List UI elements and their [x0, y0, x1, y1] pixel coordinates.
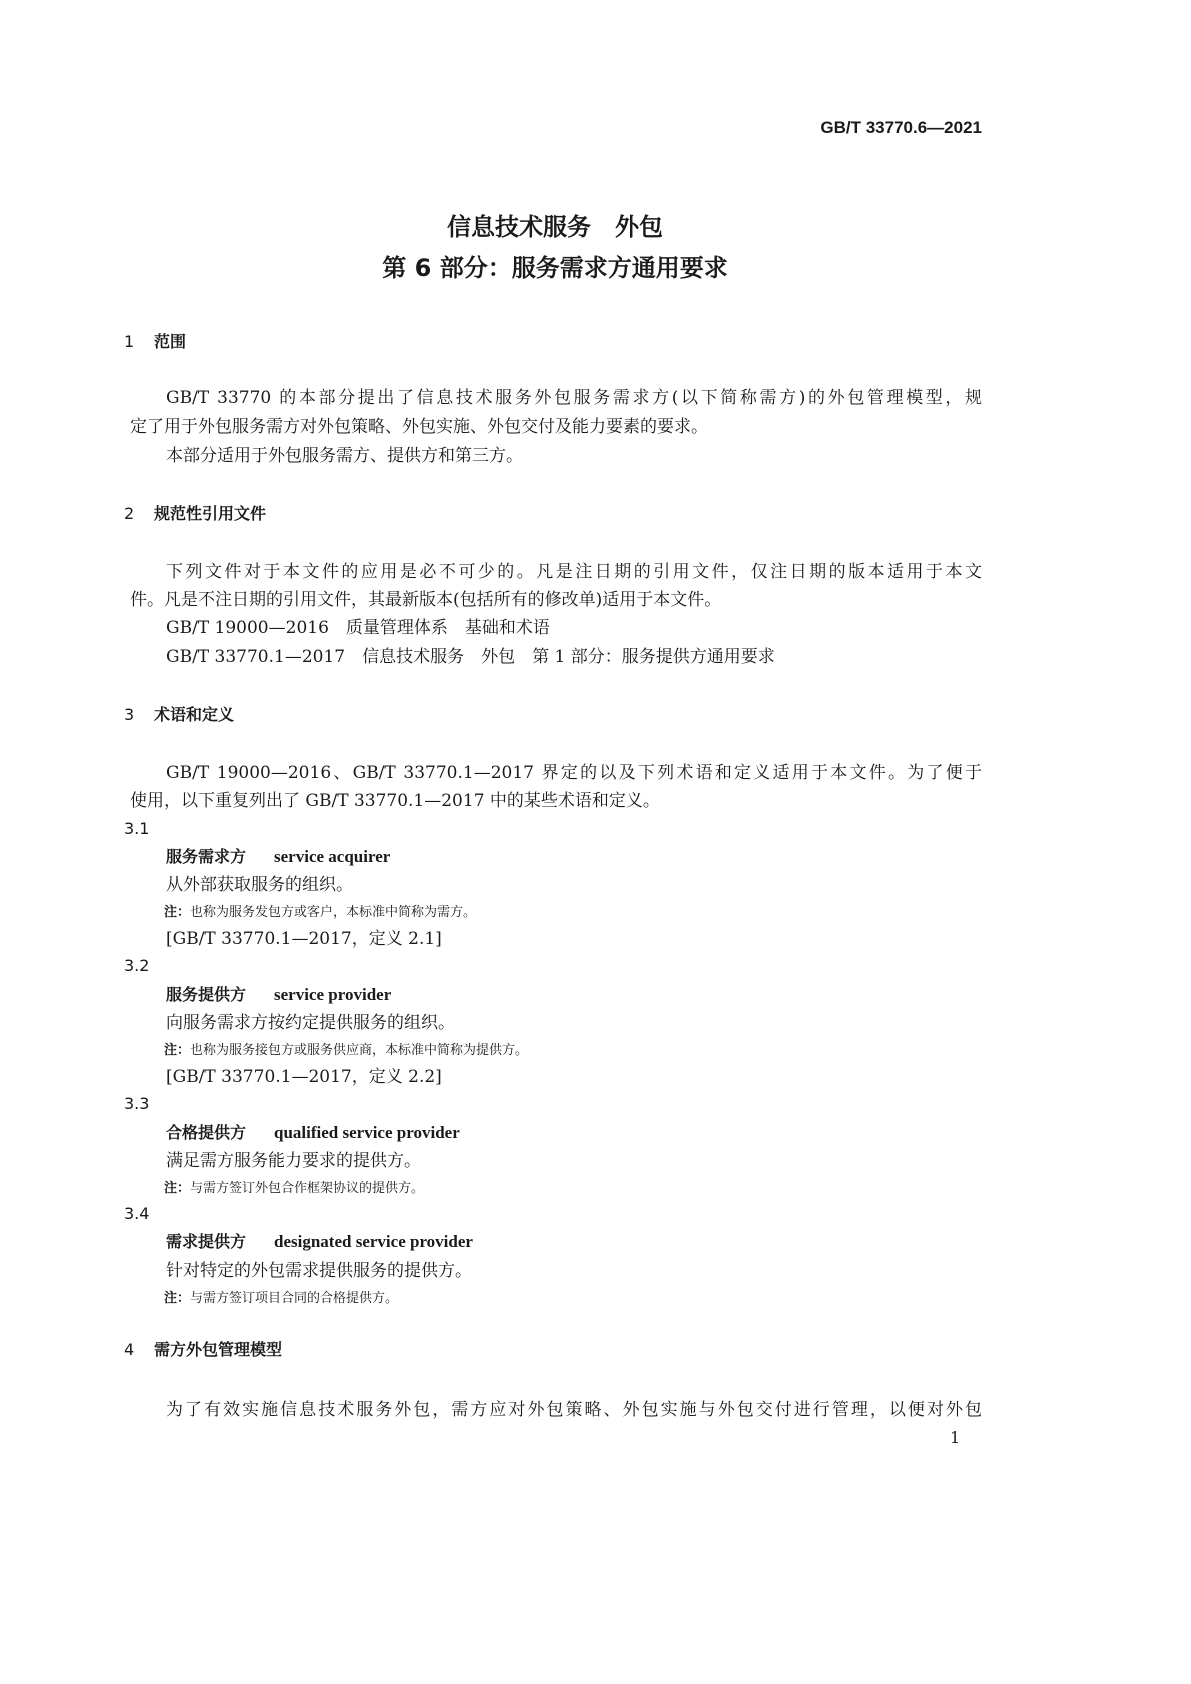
term-en: designated service provider — [274, 1232, 473, 1251]
section-title: 需方外包管理模型 — [154, 1340, 283, 1359]
term-note — [164, 902, 476, 924]
term-number: 3.4 — [124, 1204, 150, 1223]
note-label: 注： — [164, 1291, 191, 1306]
term-heading — [166, 984, 391, 1006]
term-number: 3.3 — [124, 1094, 150, 1113]
paragraph-line: GB/T 19000—2016、GB/T 33770.1—2017 界定的以及下列术语和定义适用于本文件。为了便于 — [166, 763, 982, 783]
term-en: service acquirer — [274, 847, 391, 866]
normative-reference: GB/T 19000—2016 质量管理体系 基础和术语 — [166, 618, 550, 638]
term-note — [164, 1178, 424, 1200]
term-definition: 从外部获取服务的组织。 — [166, 875, 353, 895]
term-note — [164, 1040, 528, 1062]
term-heading — [166, 1122, 460, 1144]
term-definition: 向服务需求方按约定提供服务的组织。 — [166, 1013, 455, 1033]
page-number: 1 — [950, 1428, 961, 1447]
section-heading-4 — [124, 1339, 282, 1361]
term-zh: 合格提供方 — [166, 1123, 247, 1142]
note-text: 与需方签订项目合同的合格提供方。 — [190, 1291, 399, 1306]
section-number: 1 — [124, 332, 135, 351]
section-number: 2 — [124, 504, 135, 523]
term-definition: 针对特定的外包需求提供服务的提供方。 — [166, 1261, 472, 1281]
normative-reference: GB/T 33770.1—2017 信息技术服务 外包 第 1 部分：服务提供方通用要求 — [166, 647, 775, 667]
term-zh: 服务需求方 — [166, 847, 247, 866]
paragraph-line: 下列文件对于本文件的应用是必不可少的。凡是注日期的引用文件，仅注日期的版本适用于本文 — [166, 562, 982, 582]
term-source: [GB/T 33770.1—2017，定义 2.1] — [166, 929, 442, 949]
section-title: 术语和定义 — [154, 705, 235, 724]
term-heading — [166, 846, 390, 868]
document-title-line2: 第 6 部分：服务需求方通用要求 — [382, 254, 728, 282]
section-heading-1 — [124, 331, 186, 353]
note-text: 也称为服务接包方或服务供应商，本标准中简称为提供方。 — [190, 1043, 529, 1058]
section-heading-3 — [124, 704, 234, 726]
term-note — [164, 1288, 398, 1310]
section-number: 4 — [124, 1340, 135, 1359]
term-definition: 满足需方服务能力要求的提供方。 — [166, 1151, 421, 1171]
term-number: 3.2 — [124, 956, 150, 975]
paragraph-line: GB/T 33770 的本部分提出了信息技术服务外包服务需求方(以下简称需方)的外包管理模型，规 — [166, 388, 982, 408]
note-label: 注： — [164, 1181, 191, 1196]
section-title: 范围 — [154, 332, 187, 351]
term-zh: 需求提供方 — [166, 1232, 247, 1251]
note-label: 注： — [164, 1043, 191, 1058]
note-text: 与需方签订外包合作框架协议的提供方。 — [190, 1181, 425, 1196]
term-en: qualified service provider — [274, 1123, 460, 1142]
paragraph-line: 本部分适用于外包服务需方、提供方和第三方。 — [166, 446, 523, 466]
paragraph-line: 定了用于外包服务需方对外包策略、外包实施、外包交付及能力要素的要求。 — [130, 417, 708, 437]
document-title-line1: 信息技术服务 外包 — [447, 213, 663, 241]
term-zh: 服务提供方 — [166, 985, 247, 1004]
section-title: 规范性引用文件 — [154, 504, 267, 523]
paragraph-line: 件。凡是不注日期的引用文件，其最新版本(包括所有的修改单)适用于本文件。 — [130, 590, 722, 610]
term-source: [GB/T 33770.1—2017，定义 2.2] — [166, 1067, 442, 1087]
section-heading-2 — [124, 503, 266, 525]
term-heading — [166, 1231, 473, 1253]
note-text: 也称为服务发包方或客户，本标准中简称为需方。 — [190, 905, 477, 920]
note-label: 注： — [164, 905, 191, 920]
paragraph-line: 为了有效实施信息技术服务外包，需方应对外包策略、外包实施与外包交付进行管理，以便对外包 — [166, 1400, 982, 1420]
term-en: service provider — [274, 985, 392, 1004]
document-code-header: GB/T 33770.6—2021 — [820, 118, 982, 137]
section-number: 3 — [124, 705, 135, 724]
term-number: 3.1 — [124, 819, 150, 838]
paragraph-line: 使用，以下重复列出了 GB/T 33770.1—2017 中的某些术语和定义。 — [130, 791, 660, 811]
